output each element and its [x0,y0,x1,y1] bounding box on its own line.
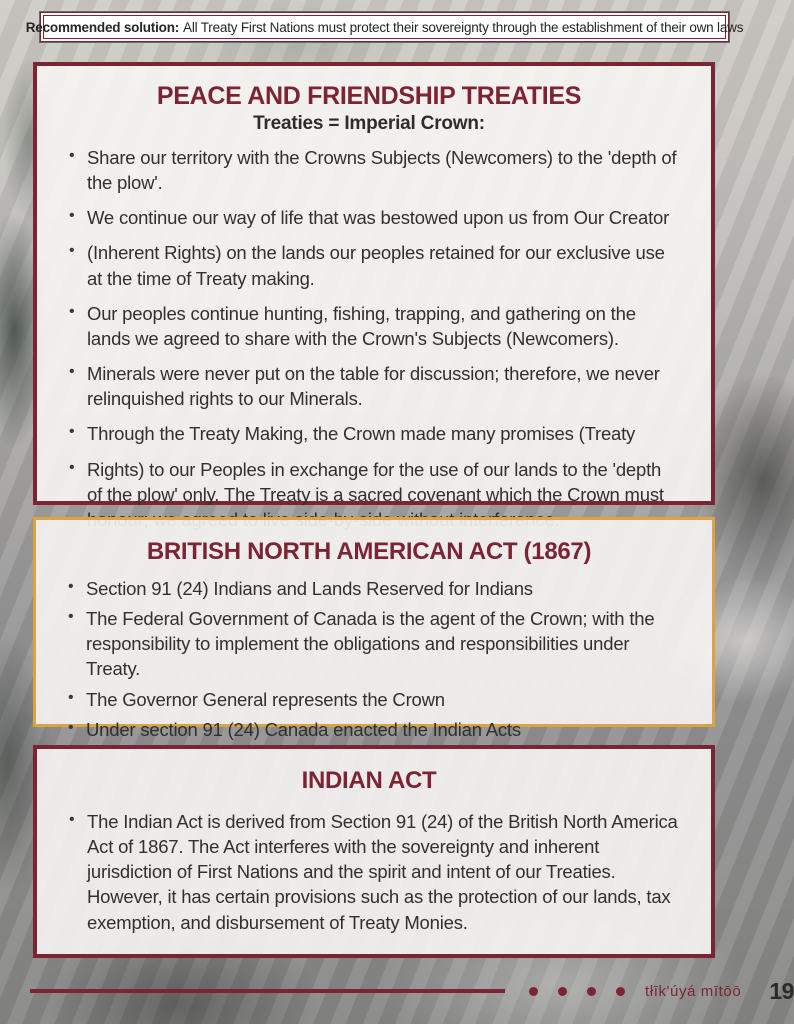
bullet-item: • The Indian Act is derived from Section 91 (24) of the British North America Act of 1867. The Act interferes with the sovereignty and inherent jurisdiction of First Nations and the spirit and intent of our Treaties. However, it has certain provisions such as the protection of our lands, tax exemption, and disbursement of Treaty Monies. [69,809,681,935]
section-british-north-american-act [33,517,715,740]
bullet-item: • Our peoples continue hunting, fishing, trapping, and gathering on the lands we agreed to share with the Crown's Subjects (Newcomers). [69,301,681,351]
recommended-solution-banner [25,12,744,42]
page-number: 19 [769,977,794,1004]
bullet-item: • Minerals were never put on the table for discussion; therefore, we never relinquished rights to our Minerals. [69,361,681,411]
bullet-item: • (Inherent Rights) on the lands our peoples retained for our exclusive use at the time of Treaty making. [69,240,681,290]
bullet-item: • Under section 91 (24) Canada enacted the Indian Acts [68,717,682,742]
section-title: INDIAN ACT [301,767,437,794]
footer-dot [587,987,596,996]
bullet-list [53,145,685,532]
bullet-list [52,576,686,742]
bullet-item: • We continue our way of life that was bestowed upon us from Our Creator [69,205,681,230]
section-title: BRITISH NORTH AMERICAN ACT (1867) [146,538,592,565]
footer-dot [529,987,538,996]
footer-caption: tłīk'úyá mītōō [645,982,742,1000]
bullet-item: • The Governor General represents the Crown [68,687,682,712]
bullet-list [53,809,685,935]
banner-label: Recommended solution: [25,19,180,35]
bullet-item: • Section 91 (24) Indians and Lands Reserved for Indians [68,576,682,601]
section-indian-act [33,745,715,958]
section-title: PEACE AND FRIENDSHIP TREATIES [156,82,582,110]
bullet-item: • The Federal Government of Canada is the agent of the Crown; with the responsibility to implement the obligations and responsibilities under Treaty. [68,606,682,681]
bullet-item: • Share our territory with the Crowns Subjects (Newcomers) to the 'depth of the plow'. [69,145,681,195]
footer-dots [529,987,625,996]
footer-right-cluster [529,978,794,1005]
section-subtitle: Treaties = Imperial Crown: [253,113,485,134]
footer-dot [558,987,567,996]
footer-rule [30,989,505,993]
footer-dot [616,987,625,996]
banner-text: All Treaty First Nations must protect their sovereignty through the establishment of their own laws [183,19,744,35]
page-footer [0,976,794,1006]
section-peace-and-friendship-treaties [33,62,715,505]
bullet-item: • Rights) to our Peoples in exchange for the use of our lands to the 'depth of the plow' only. The Treaty is a sacred covenant which the Crown must [69,457,681,532]
bullet-item: • Through the Treaty Making, the Crown made many promises (Treaty [69,421,681,446]
